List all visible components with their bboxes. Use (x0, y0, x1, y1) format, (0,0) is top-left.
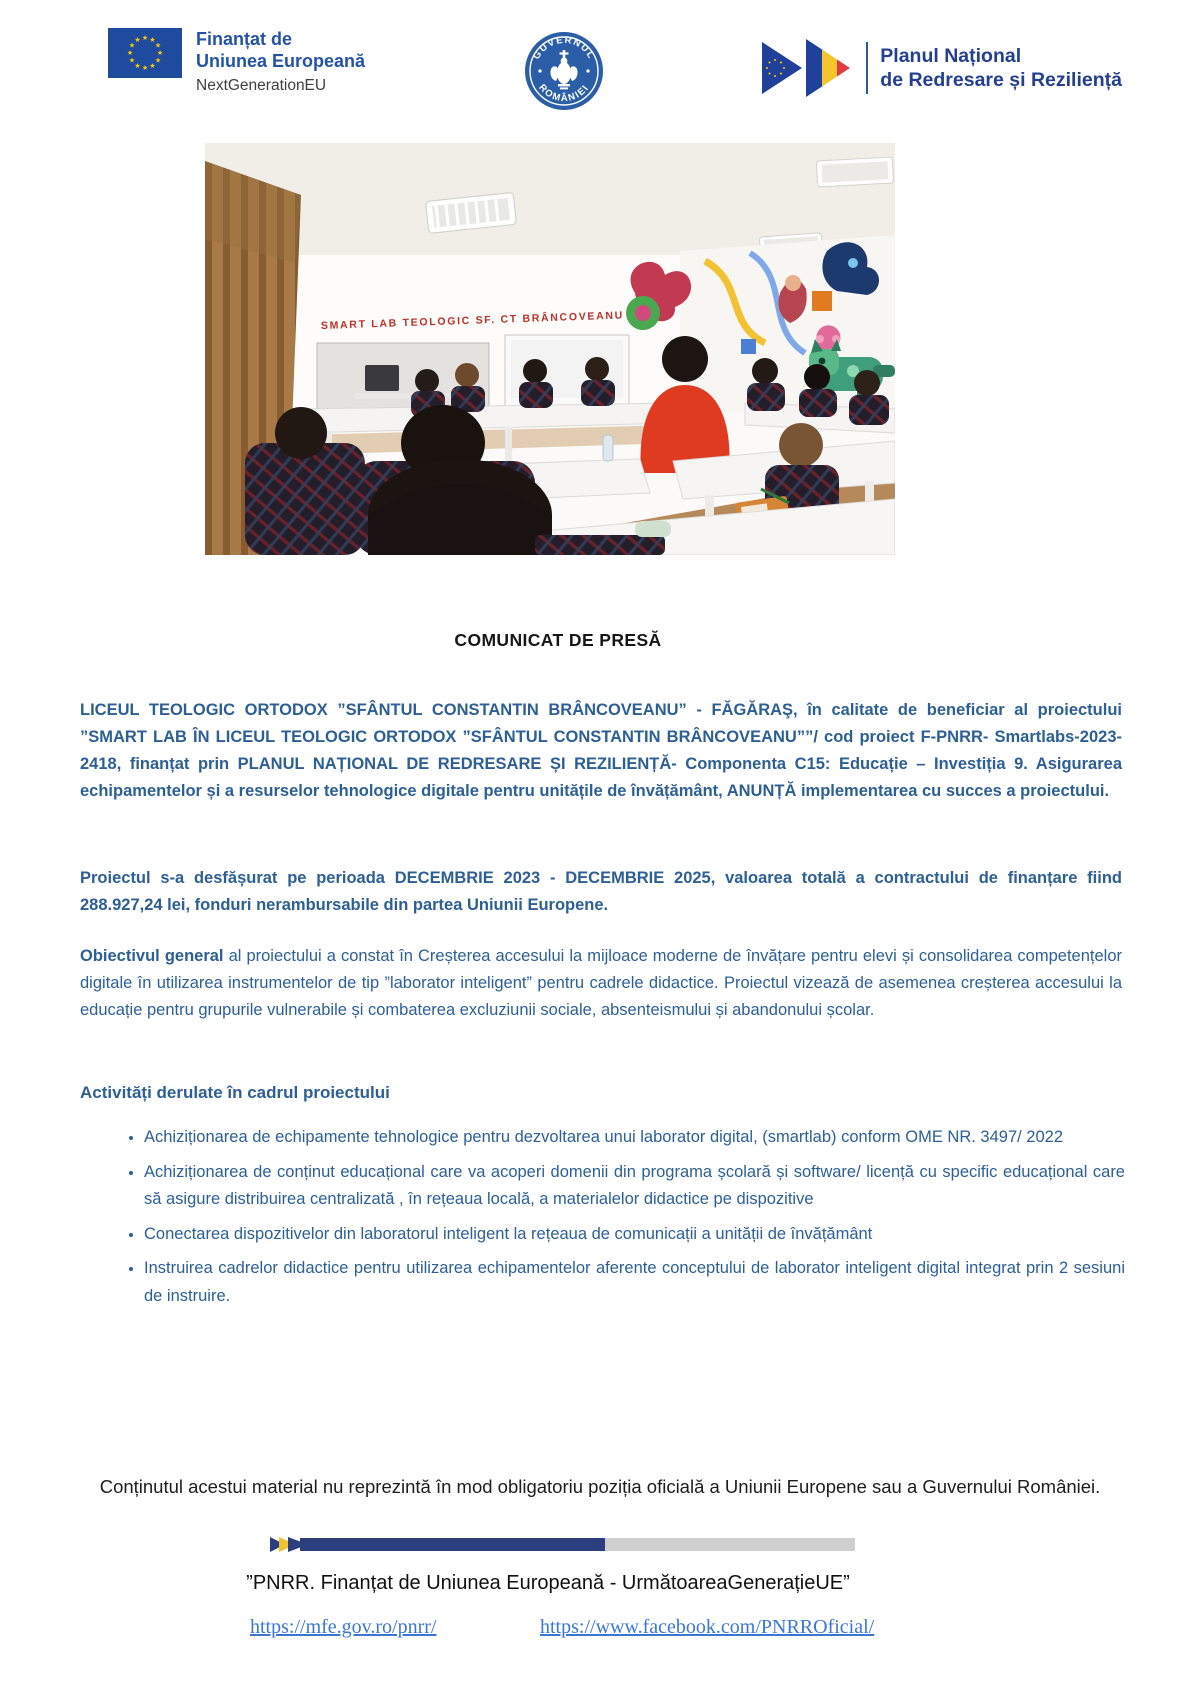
wall-lettering: SMART LAB TEOLOGIC SF. CT BRÂNCOVEANU (320, 309, 625, 332)
activities-heading: Activități derulate în cadrul proiectului (80, 1083, 390, 1102)
general-objective-text: al proiectului a constat în Creșterea accesului la mijloace moderne de învățare pentru elevi și consolidarea competențelor digitale în utilizarea instrumentelor de tip ”laborator inteligent” pentru cadrele didactice. Proiectul vizează de asemenea creșterea accesului la educație pentru grupurile vulnerabile și combaterea excluziunii sociale, absenteismului și abandonului școlar. (80, 947, 1122, 1019)
romanian-government-seal (523, 30, 605, 117)
eu-flag-icon (108, 28, 182, 78)
activity-item: • Achiziționarea de conținut educațional care va acoperi domenii din programa școlară și software/ licență cu specific educațional care să asigure distribuirea centralizată , în rețeaua locală, a materialelor didactice pe dispozitive (144, 1159, 1125, 1214)
eu-logo-line3: NextGenerationEU (196, 77, 327, 94)
classroom-photo-illustration (205, 143, 895, 555)
svg-text:★: ★ (128, 41, 136, 50)
pnrr-logo-divider (866, 42, 868, 94)
classroom-photo (205, 143, 895, 555)
paragraph-project-period-value: Proiectul s-a desfășurat pe perioada DECEMBRIE 2023 - DECEMBRIE 2025, valoarea totală a contractului de finanțare fiind 288.927,24 lei, fonduri nerambursabile din partea Uniunii Europene. (80, 869, 1122, 914)
seal-text-top: GUVERNUL (530, 34, 597, 62)
activity-item: • Achiziționarea de echipamente tehnologice pentru dezvoltarea unui laborator digital, (smartlab) conform OME NR. 3497/ 2022 (144, 1124, 1125, 1152)
activity-item: • Instruirea cadrelor didactice pentru utilizarea echipamentelor aferente conceptului de laborator inteligent digital integrat prin 2 sesiuni de instruire. (144, 1255, 1125, 1310)
svg-text:★: ★ (141, 64, 149, 72)
activities-list (80, 1124, 1125, 1317)
svg-text:★: ★ (128, 56, 136, 65)
svg-text:★: ★ (149, 62, 156, 70)
facebook-pnrr-link[interactable]: https://www.facebook.com/PNRROficial/ (540, 1616, 875, 1638)
pnrr-logo-line1: Planul Național (880, 45, 1022, 67)
svg-text:★: ★ (126, 49, 134, 57)
svg-text:★: ★ (154, 56, 162, 65)
pnrr-progress-bar (270, 1537, 855, 1552)
paragraph-general-objective (80, 943, 1122, 1024)
disclaimer-text: Conținutul acestui material nu reprezintă în mod obligatoriu poziția oficială a Uniunii Europene sau a Guvernului României. (99, 1476, 1101, 1497)
svg-text:★: ★ (154, 41, 162, 50)
eu-logo-text (196, 28, 365, 95)
government-seal-icon (523, 30, 605, 112)
header-logos (108, 28, 1122, 123)
pnrr-logo-line2: de Redresare și Reziliență (880, 69, 1122, 91)
document-title: COMUNICAT DE PRESĂ (454, 629, 662, 650)
pnrr-quote: ”PNRR. Finanțat de Uniunea Europeană - UrmătoareaGenerațieUE” (246, 1572, 850, 1594)
svg-text:★: ★ (141, 34, 149, 42)
seal-text-bottom: ROMÂNIEI (536, 82, 592, 105)
eu-funding-logo (108, 28, 365, 95)
pnrr-logo-text (880, 44, 1122, 92)
paragraph-project-announcement: LICEUL TEOLOGIC ORTODOX ”SFÂNTUL CONSTANTIN BRÂNCOVEANU” - FĂGĂRAŞ, în calitate de beneficiar al proiectului ”SMART LAB ÎN LICEUL TEOLOGIC ORTODOX ”SFÂNTUL CONSTANTIN BRÂNCOVEANU””/ cod proiect F-PNRR- Smartlabs-2023-2418, finanțat prin PLANUL NAȚIONAL DE REDRESARE ȘI REZILIENȚĂ- Componenta C15: Educație – Investiția 9. Asigurarea echipamentelor și a resurselor tehnologice digitale pentru unitățile de învățământ, ANUNȚĂ implementarea cu succes a proiectului. (80, 701, 1122, 800)
activity-item: • Conectarea dispozitivelor din laboratorul inteligent la rețeaua de comunicații a unității de învățământ (144, 1221, 1125, 1249)
pnrr-logo (762, 38, 1122, 98)
mfe-link[interactable]: https://mfe.gov.ro/pnrr/ (250, 1616, 437, 1638)
pnrr-bar-icon (270, 1537, 855, 1552)
svg-text:★: ★ (156, 49, 164, 57)
pnrr-arrows-icon (762, 38, 854, 98)
eu-logo-line1: Finanțat de (196, 29, 293, 49)
svg-text:★: ★ (149, 36, 156, 44)
general-objective-label: Obiectivul general (80, 947, 224, 965)
svg-text:★: ★ (134, 36, 141, 44)
svg-text:★: ★ (134, 62, 141, 70)
eu-logo-line2: Uniunea Europeană (196, 51, 366, 71)
